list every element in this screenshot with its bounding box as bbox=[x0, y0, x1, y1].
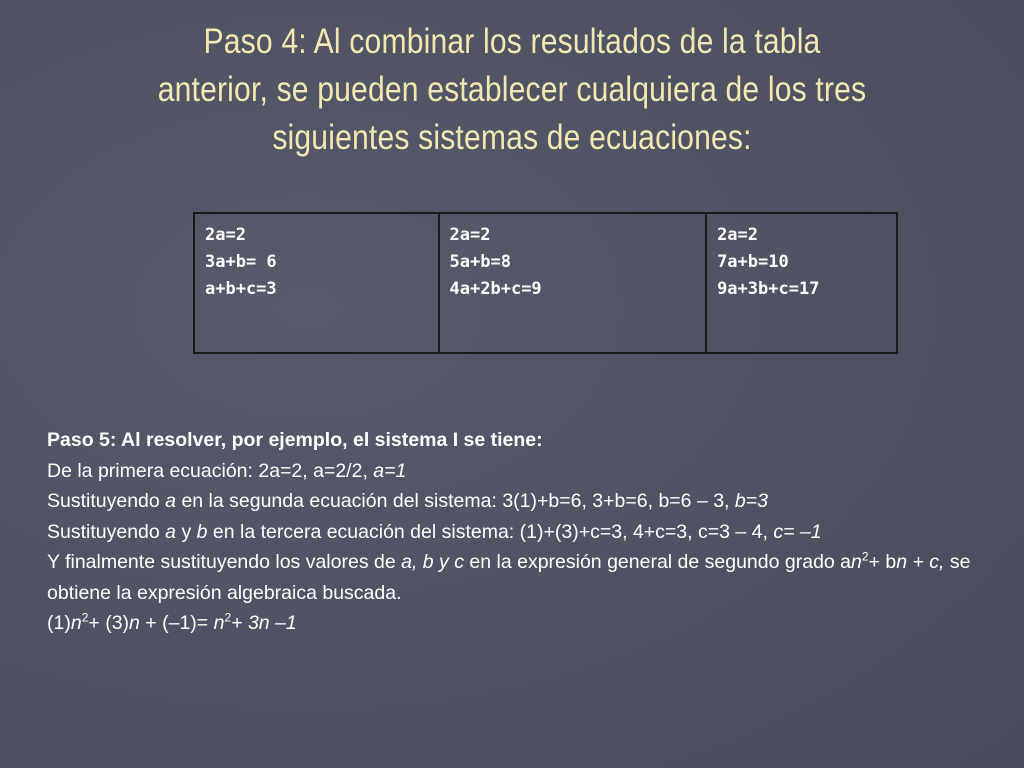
step5-line-4 bbox=[47, 547, 982, 608]
equation: 2a=2 bbox=[717, 225, 759, 245]
var-n: n bbox=[129, 612, 140, 634]
exponent: 2 bbox=[81, 610, 89, 625]
systems-table bbox=[193, 212, 898, 354]
step5-heading: Paso 5: Al resolver, por ejemplo, el sistema I se tiene: bbox=[47, 429, 543, 451]
exponent: 2 bbox=[861, 549, 869, 564]
slide-title bbox=[97, 18, 926, 162]
equation: 9a+3b+c=17 bbox=[717, 279, 820, 299]
step5-line-3 bbox=[47, 517, 982, 548]
title-line-3: siguientes sistemas de ecuaciones: bbox=[272, 118, 752, 157]
step5-line-5 bbox=[47, 608, 982, 639]
result-a: a=1 bbox=[373, 459, 407, 482]
system-1-cell bbox=[194, 213, 439, 353]
text-span: + (–1)= bbox=[139, 612, 214, 634]
text-span: De la primera ecuación: 2a=2, a=2/2, bbox=[47, 459, 374, 482]
text-span: en la tercera ecuación del sistema: (1)+(3)+c=3, 4+c=3, c=3 – 4, bbox=[207, 520, 774, 543]
text-span: se obtiene la expresión algebraica buscada. bbox=[47, 551, 971, 604]
system-2-cell bbox=[439, 213, 707, 353]
vars-abc: a, b y c bbox=[401, 551, 464, 573]
step5-line-1 bbox=[47, 456, 982, 487]
text-span: + (3) bbox=[88, 612, 130, 634]
equation: 3a+b= 6 bbox=[205, 252, 277, 272]
result-c: c= –1 bbox=[773, 520, 822, 543]
text-span: Sustituyendo bbox=[47, 520, 166, 543]
var-n: n bbox=[851, 551, 862, 573]
text-span: + b bbox=[868, 551, 897, 573]
systems-table-row bbox=[194, 213, 897, 353]
text-span: en la expresión general de segundo grado a bbox=[463, 551, 852, 573]
var-a: a bbox=[165, 520, 177, 543]
system-3-cell bbox=[706, 213, 897, 353]
equation: 4a+2b+c=9 bbox=[449, 279, 542, 299]
equation: 2a=2 bbox=[205, 225, 246, 245]
var-n: n bbox=[213, 612, 225, 634]
equation: 5a+b=8 bbox=[449, 252, 511, 272]
title-line-1: Paso 4: Al combinar los resultados de la tabla bbox=[203, 22, 821, 61]
text-span: Sustituyendo bbox=[47, 490, 166, 512]
text-span: en la segunda ecuación del sistema: 3(1)+b=6, 3+b=6, b=6 – 3, bbox=[176, 490, 735, 512]
equation: a+b+c=3 bbox=[205, 279, 277, 299]
exponent: 2 bbox=[224, 610, 232, 625]
result-b: b=3 bbox=[734, 490, 768, 512]
var-a: a bbox=[165, 490, 177, 512]
text-span: (1) bbox=[47, 612, 71, 634]
equation: 7a+b=10 bbox=[717, 252, 789, 272]
step5-body bbox=[47, 425, 982, 639]
step5-line-2 bbox=[47, 486, 982, 517]
title-line-2: anterior, se pueden establecer cualquiera de los tres bbox=[157, 70, 867, 109]
text-span: Y finalmente sustituyendo los valores de bbox=[47, 551, 402, 573]
expr-tail: n + c, bbox=[896, 551, 945, 573]
equation: 2a=2 bbox=[449, 225, 491, 245]
var-n: n bbox=[70, 612, 82, 634]
text-span: y bbox=[176, 520, 197, 543]
final-expression-tail: + 3n –1 bbox=[231, 612, 297, 634]
var-b: b bbox=[196, 520, 208, 543]
